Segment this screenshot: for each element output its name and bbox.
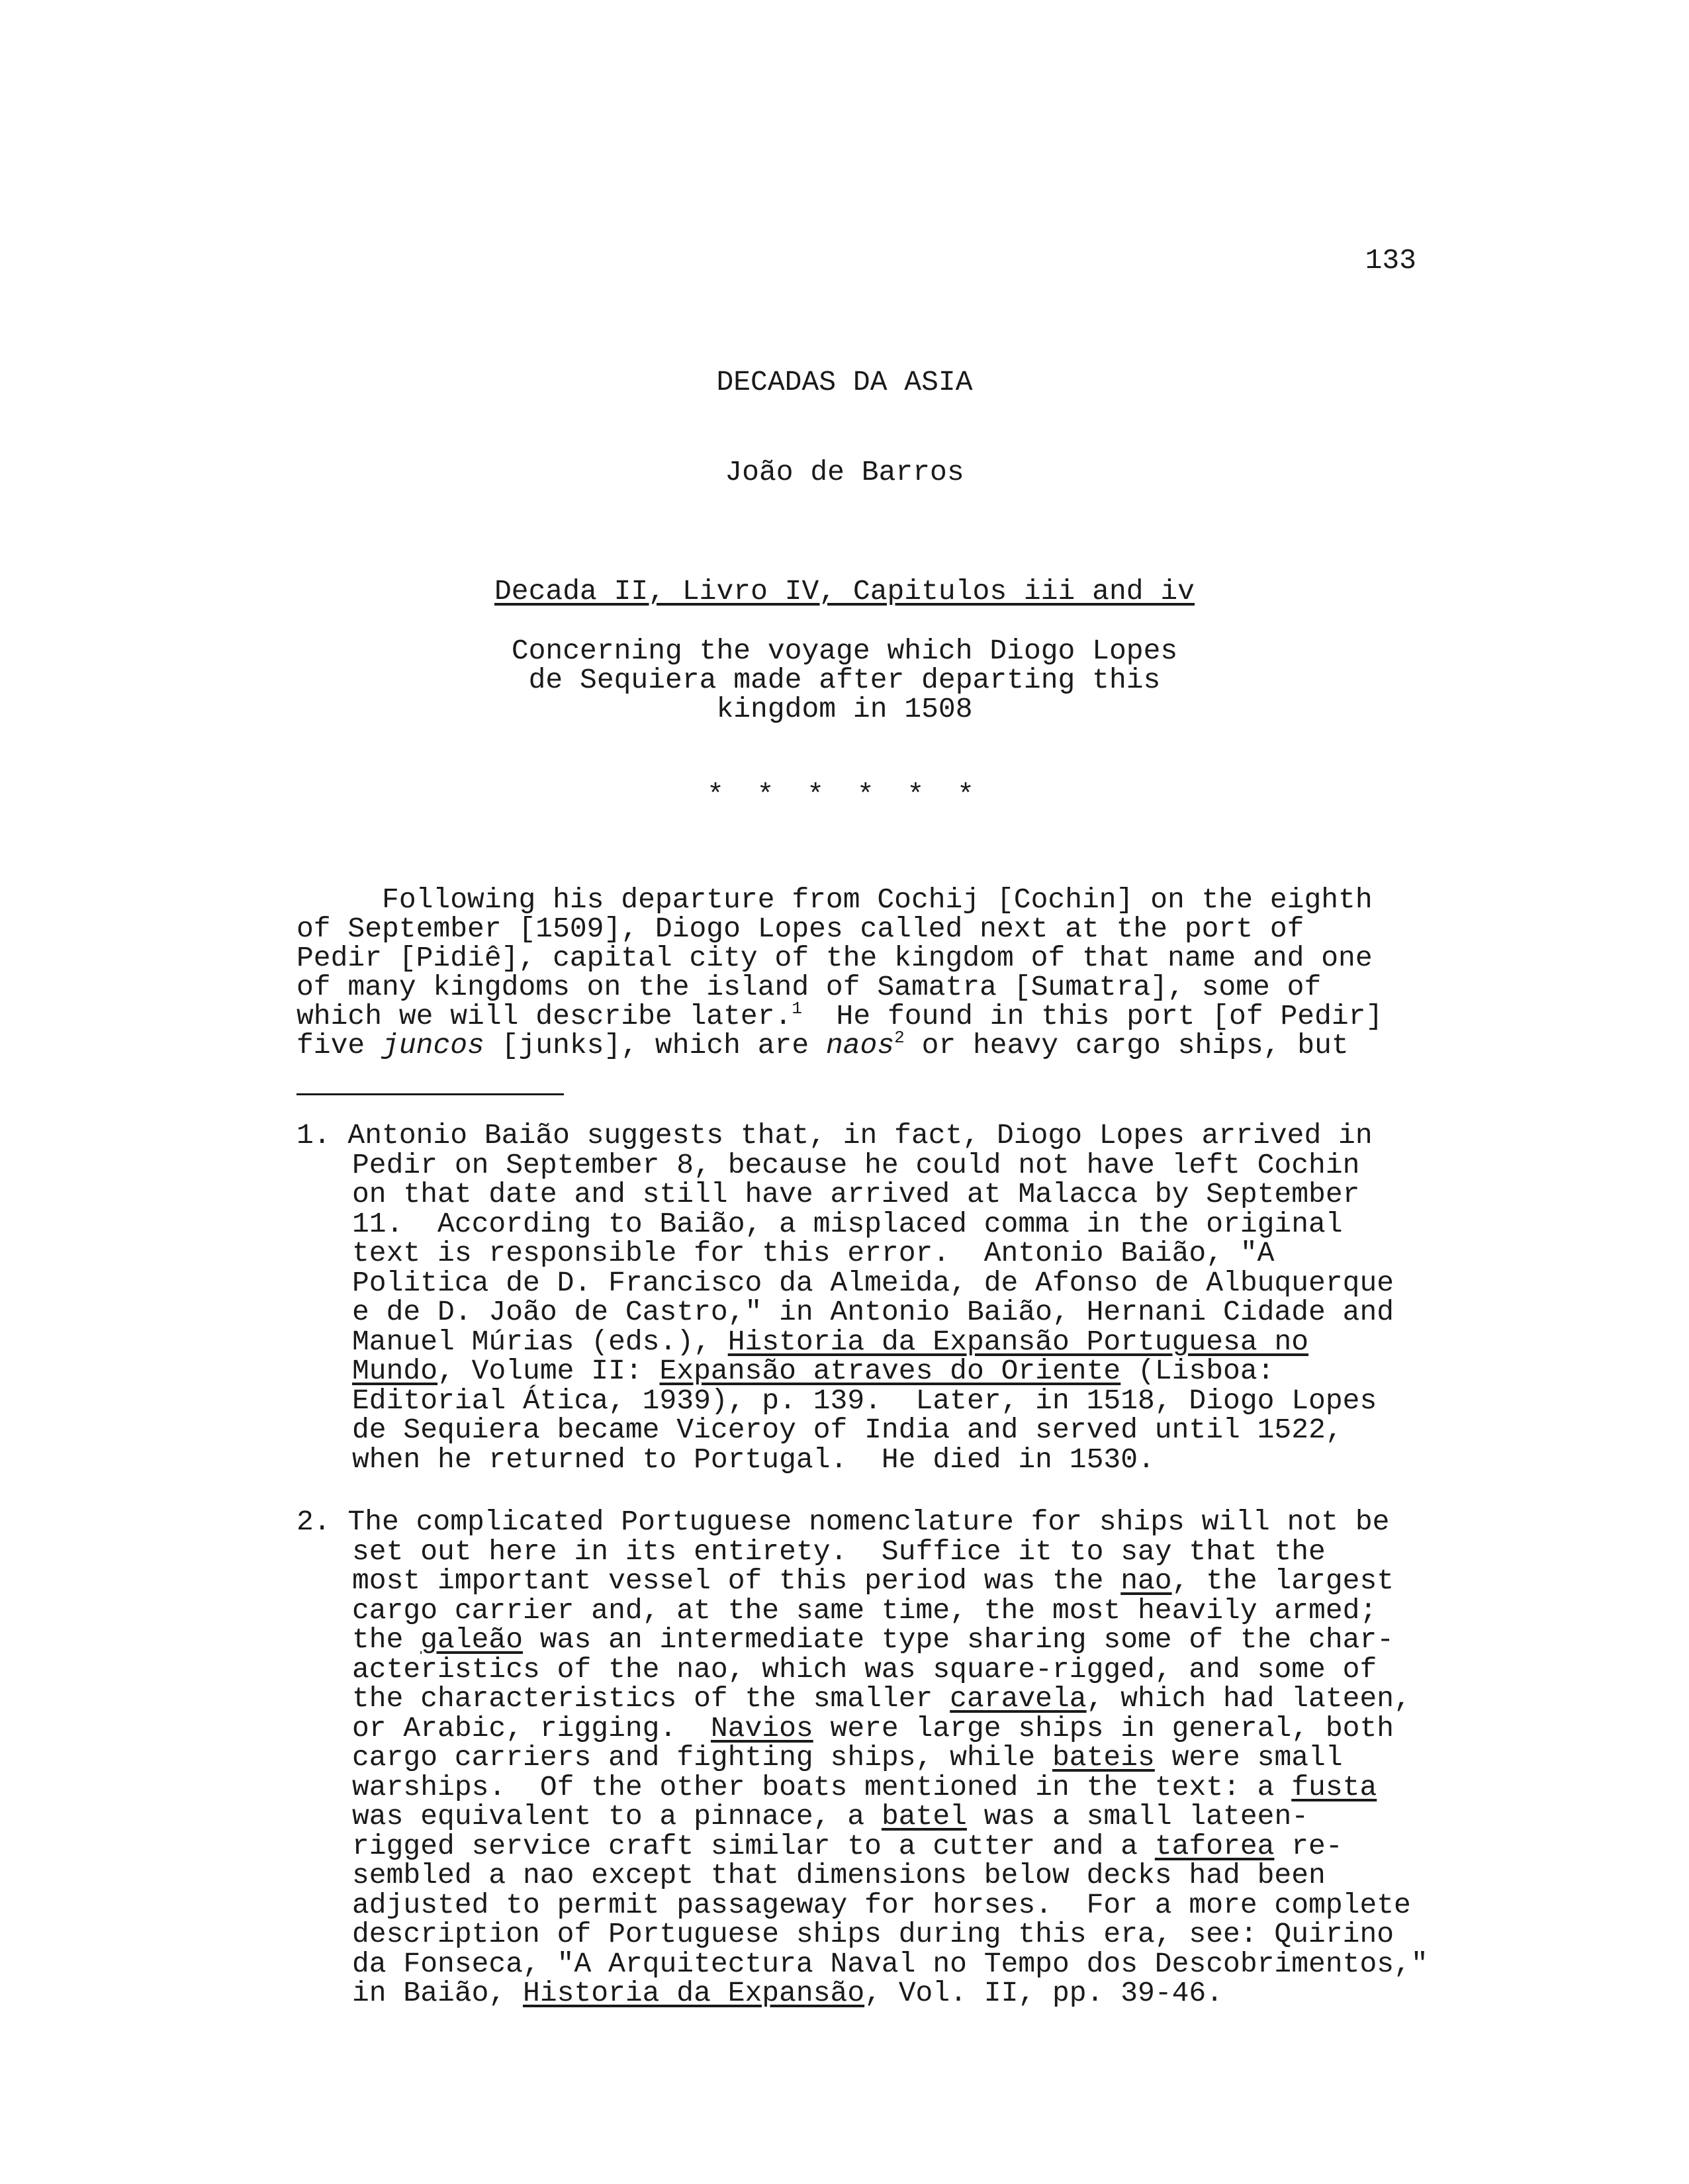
footnote-line <box>297 1829 1475 1862</box>
footnote-line: when he returned to Portugal. He died in 1530. <box>352 1443 1155 1476</box>
footnote-text: in Baião, <box>352 1977 524 2009</box>
footnote-text: rigged service craft similar to a cutter and a <box>352 1829 1155 1862</box>
footnote-line: Editorial Ática, 1939), p. 139. Later, in 1518, Diogo Lopes <box>352 1384 1377 1417</box>
footnote-line: 1. Antonio Baião suggests that, in fact, Diogo Lopes arrived in <box>297 1119 1373 1152</box>
footnote-text: , Volume II: <box>437 1355 660 1387</box>
subtitle-line: kingdom in 1508 <box>716 693 973 725</box>
footnote-ref-1: 1 <box>792 999 802 1019</box>
footnote-line <box>297 1357 1475 1387</box>
body-line: Pedir [Pidiê], capital city of the kingdom of that name and one <box>297 942 1373 974</box>
body-text: He found in this port [of Pedir] <box>801 1000 1383 1032</box>
ship-term-caravela: caravela <box>950 1682 1087 1715</box>
footnote-text: most important vessel of this period was the <box>352 1565 1121 1597</box>
footnote-line: e de D. João de Castro," in Antonio Baião, Hernani Cidade and <box>352 1296 1394 1328</box>
body-paragraph <box>297 886 1435 1060</box>
body-line: Following his departure from Cochij [Cochin] on the eighth <box>297 884 1373 916</box>
document-title: DECADAS DA ASIA <box>716 366 973 398</box>
footnote-line <box>297 1625 1475 1655</box>
footnote-line <box>297 1770 1475 1803</box>
footnote-line: 2. The complicated Portuguese nomenclature for ships will not be <box>297 1506 1390 1538</box>
body-text: [junks], which are <box>484 1029 826 1062</box>
ship-term-galeao: galeão <box>420 1623 524 1656</box>
ship-term-fusta: fusta <box>1291 1770 1377 1803</box>
italic-term-juncos: juncos <box>382 1029 484 1062</box>
separator-stars: * * * * * * <box>707 779 982 811</box>
ship-term-navios: Navios <box>710 1711 813 1745</box>
footnote-divider <box>297 1093 564 1095</box>
footnote-text: was an intermediate type sharing some of the char- <box>523 1623 1394 1656</box>
footnote-line <box>297 1711 1475 1745</box>
chapter-subtitle <box>0 637 1689 724</box>
footnote-text: Manuel Múrias (eds.), <box>352 1325 728 1358</box>
footnote-text: the <box>352 1623 421 1656</box>
section-heading: Decada II, Livro IV, Capitulos iii and iv <box>494 575 1195 608</box>
footnote-text: were large ships in general, both <box>813 1711 1394 1745</box>
footnote-text: , which had lateen, <box>1086 1682 1411 1715</box>
footnote-line: da Fonseca, "A Arquitectura Naval no Tempo dos Descobrimentos," <box>352 1947 1428 1980</box>
footnote-ref-2: 2 <box>894 1028 905 1048</box>
footnote-text: cargo carriers and fighting ships, while <box>352 1741 1052 1774</box>
footnote-text: or Arabic, rigging. <box>352 1711 711 1745</box>
footnote-line <box>297 1802 1475 1832</box>
footnote-text: the characteristics of the smaller <box>352 1682 950 1715</box>
footnote-text: , the largest <box>1171 1565 1394 1597</box>
footnote-text: warships. Of the other boats mentioned in the text: a <box>352 1770 1292 1803</box>
volume-title: Expansão atraves do Oriente <box>659 1355 1121 1387</box>
author-name: João de Barros <box>725 456 964 488</box>
body-line <box>297 1028 1435 1062</box>
footnote-line <box>297 1743 1475 1773</box>
subtitle-line: Concerning the voyage which Diogo Lopes <box>511 635 1178 667</box>
ship-term-batel: batel <box>881 1800 967 1833</box>
footnote-line: Politica de D. Francisco da Almeida, de Afonso de Albuquerque <box>352 1266 1394 1299</box>
italic-term-naos: naos <box>825 1029 895 1062</box>
footnote-text: was a small lateen- <box>966 1800 1309 1833</box>
footnote-line: cargo carrier and, at the same time, the most heavily armed; <box>352 1594 1377 1627</box>
body-line: of September [1509], Diogo Lopes called next at the port of <box>297 913 1304 945</box>
footnote-text: re- <box>1274 1829 1343 1862</box>
footnote-line: on that date and still have arrived at Malacca by September <box>352 1178 1360 1210</box>
footnote-line: Pedir on September 8, because he could not have left Cochin <box>352 1148 1360 1181</box>
footnote-line <box>297 1567 1475 1596</box>
footnote-line: adjusted to permit passageway for horses. For a more complete <box>352 1888 1411 1921</box>
book-title: Historia da Expansão Portuguesa no <box>727 1325 1309 1358</box>
footnote-line: set out here in its entirety. Suffice it to say that the <box>352 1535 1326 1568</box>
ship-term-taforea: taforea <box>1154 1829 1275 1862</box>
footnote-1 <box>297 1121 1475 1475</box>
footnote-line: 11. According to Baião, a misplaced comma in the original <box>352 1207 1343 1240</box>
body-text: which we will describe later. <box>297 1000 792 1032</box>
footnote-text: (Lisboa: <box>1120 1355 1275 1387</box>
footnote-text: , Vol. II, pp. 39-46. <box>864 1977 1224 2009</box>
subtitle-line: de Sequiera made after departing this <box>528 664 1161 696</box>
footnote-line <box>297 1684 1475 1714</box>
book-title: Mundo <box>352 1355 438 1387</box>
footnote-line: description of Portuguese ships during this era, see: Quirino <box>352 1918 1394 1950</box>
ship-term-bateis: bateis <box>1052 1741 1155 1774</box>
book-title: Historia da Expansão <box>523 1977 865 2009</box>
footnote-line: acteristics of the nao, which was square-rigged, and some of <box>352 1653 1377 1686</box>
body-line: of many kingdoms on the island of Samatra [Sumatra], some of <box>297 971 1322 1003</box>
footnote-line: de Sequiera became Viceroy of India and served until 1522, <box>352 1414 1343 1446</box>
footnote-line <box>297 1325 1475 1358</box>
body-text: or heavy cargo ships, but <box>904 1029 1349 1062</box>
footnote-line: text is responsible for this error. Antonio Baião, "A <box>352 1237 1275 1269</box>
footnote-line <box>297 1979 1475 2009</box>
ship-term-nao: nao <box>1120 1565 1172 1597</box>
footnote-text: were small <box>1154 1741 1343 1774</box>
footnote-2 <box>297 1508 1475 2009</box>
body-text: five <box>297 1029 383 1062</box>
page-number: 133 <box>1365 244 1416 277</box>
body-line <box>297 999 1435 1032</box>
footnote-text: was equivalent to a pinnace, a <box>352 1800 882 1833</box>
footnote-line: sembled a nao except that dimensions below decks had been <box>352 1859 1326 1891</box>
